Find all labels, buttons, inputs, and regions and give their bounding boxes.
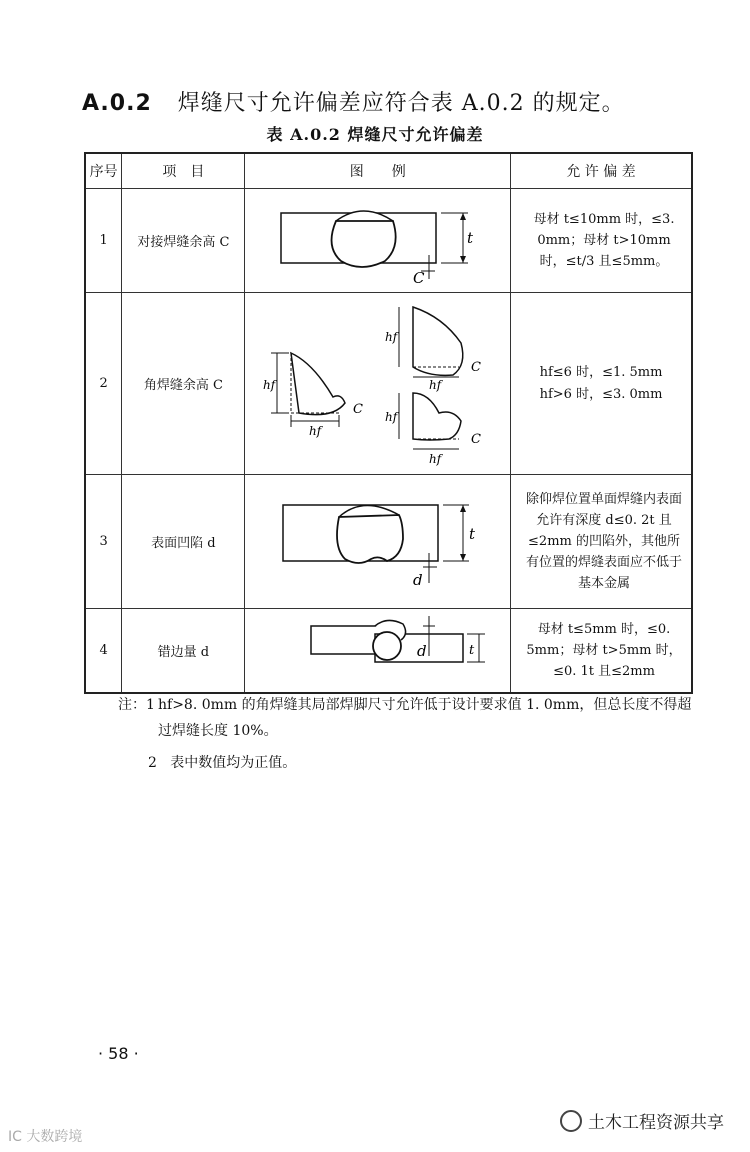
watermark-right <box>560 1108 724 1133</box>
label-hf-left-bottom: hf <box>308 423 321 438</box>
table-row <box>85 293 692 475</box>
surface-depression-figure <box>245 475 511 609</box>
label-d: d <box>416 642 427 661</box>
table-row <box>85 475 692 609</box>
note-label: 注：1 <box>118 697 155 713</box>
row-tolerance: 除仰焊位置单面焊缝内表面允许有深度 d≤0. 2t 且≤2mm 的凹陷外，其他所有位置的焊缝表面应不低于基本金属 <box>511 475 692 609</box>
table-row <box>85 609 692 693</box>
surface-depression-diagram <box>263 487 493 597</box>
tolerance-table <box>84 152 693 694</box>
butt-weld-figure <box>245 189 511 293</box>
misalignment-diagram <box>263 612 493 688</box>
tolerance-line-2: hf>6 时，≤3. 0mm <box>539 386 663 402</box>
note-label: 2 <box>148 755 157 771</box>
note-text: 表中数值均为正值。 <box>170 755 297 771</box>
header-tolerance: 允 许 偏 差 <box>511 153 692 189</box>
watermark-right-text: 土木工程资源共享 <box>588 1113 724 1133</box>
butt-weld-diagram <box>263 195 493 287</box>
header-item: 项 目 <box>122 153 245 189</box>
section-number: A.0.2 <box>82 91 152 116</box>
label-t: t <box>466 228 473 247</box>
label-t: t <box>468 524 475 543</box>
row-item: 对接焊缝余高 C <box>122 189 245 293</box>
header-no: 序号 <box>85 153 122 189</box>
table-caption: 表 A.0.2 焊缝尺寸允许偏差 <box>266 125 484 144</box>
note-item <box>118 692 698 744</box>
label-c: C <box>412 268 425 287</box>
label-c-left: C <box>352 401 363 417</box>
label-t: t <box>468 643 474 659</box>
table-row <box>85 189 692 293</box>
label-hf-top-bottom: hf <box>428 377 441 392</box>
watermark-left: IC 大数跨境 <box>8 1129 83 1145</box>
label-hf-top: hf <box>384 329 397 344</box>
row-item: 角焊缝余高 C <box>122 293 245 475</box>
row-tolerance: 母材 t≤5mm 时，≤0. 5mm；母材 t>5mm 时，≤0. 1t 且≤2mm <box>511 609 692 693</box>
row-number: 3 <box>85 475 122 609</box>
label-hf-bottom: hf <box>384 409 397 424</box>
wechat-icon <box>560 1110 582 1132</box>
fillet-weld-diagram <box>253 297 503 471</box>
label-hf-bottom-bottom: hf <box>428 451 441 466</box>
row-number: 1 <box>85 189 122 293</box>
table-header-row <box>85 153 692 189</box>
row-item: 错边量 d <box>122 609 245 693</box>
notes-section <box>118 692 698 744</box>
section-text: 焊缝尺寸允许偏差应符合表 A.0.2 的规定。 <box>177 91 625 116</box>
row-number: 2 <box>85 293 122 475</box>
row-number: 4 <box>85 609 122 693</box>
section-heading <box>82 86 625 117</box>
row-item: 表面凹陷 d <box>122 475 245 609</box>
row-tolerance: 母材 t≤10mm 时，≤3. 0mm；母材 t>10mm 时，≤t/3 且≤5mm。 <box>511 189 692 293</box>
label-c-top: C <box>470 359 481 375</box>
fillet-weld-figure <box>245 293 511 475</box>
note-item-2 <box>148 752 296 772</box>
misalignment-figure <box>245 609 511 693</box>
label-d: d <box>412 570 423 589</box>
note-text: hf>8. 0mm 的角焊缝其局部焊脚尺寸允许低于设计要求值 1. 0mm，但总长度不得超过焊缝长度 10%。 <box>158 697 692 739</box>
label-c-bottom: C <box>470 431 481 447</box>
label-hf-left: hf <box>262 377 275 392</box>
row-tolerance <box>511 293 692 475</box>
tolerance-line-1: hf≤6 时，≤1. 5mm <box>539 364 663 380</box>
header-figure: 图 例 <box>245 153 511 189</box>
page-number: · 58 · <box>98 1044 139 1063</box>
